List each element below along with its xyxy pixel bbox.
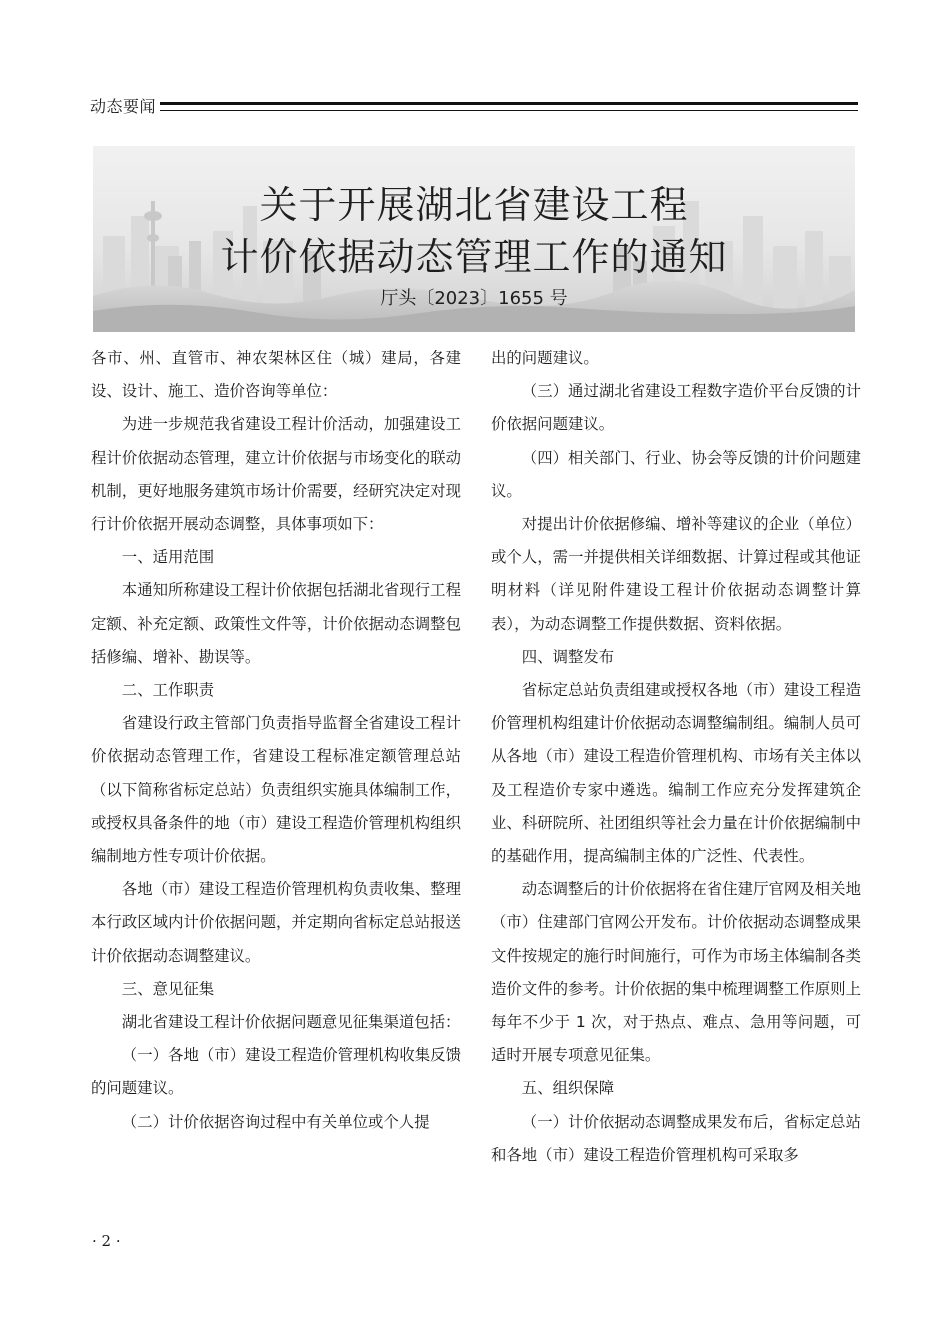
feedback-requirements: 对提出计价依据修编、增补等建议的企业（单位）或个人，需一并提供相关详细数据、计算过程或其他证明材料（详见附件建设工程计价依据动态调整计算表），为动态调整工作提供数据、资料依据。 bbox=[491, 515, 861, 633]
left-column bbox=[91, 342, 461, 1139]
feedback-item-1: （一）各地（市）建设工程造价管理机构收集反馈的问题建议。 bbox=[91, 1046, 461, 1098]
heading-scope: 一、适用范围 bbox=[121, 548, 215, 567]
intro-paragraph: 为进一步规范我省建设工程计价活动，加强建设工程计价依据动态管理，建立计价依据与市场变化的联动机制，更好地服务建筑市场计价需要，经研究决定对现行计价依据开展动态调整，具体事项如下： bbox=[91, 415, 461, 534]
feedback-item-2-continued: 出的问题建议。 bbox=[491, 349, 599, 367]
feedback-intro: 湖北省建设工程计价依据问题意见征集渠道包括： bbox=[121, 1013, 461, 1032]
heading-publish: 四、调整发布 bbox=[521, 647, 615, 666]
heading-feedback: 三、意见征集 bbox=[121, 979, 215, 998]
document-number: 厅头〔2023〕1655 号 bbox=[380, 288, 568, 309]
duties-paragraph-1: 省建设行政主管部门负责指导监督全省建设工程计价依据动态管理工作，省建设工程标准定额管理总站（以下简称省标定总站）负责组织实施具体编制工作，或授权具备条件的地（市）建设工程造价管理机构组织编制地方性专项计价依据。 bbox=[91, 714, 461, 866]
feedback-item-2: （二）计价依据咨询过程中有关单位或个人提 bbox=[121, 1112, 430, 1131]
title-banner bbox=[93, 146, 855, 332]
organization-item-1: （一）计价依据动态调整成果发布后，省标定总站和各地（市）建设工程造价管理机构可采取多 bbox=[491, 1112, 861, 1164]
notice-title-line-1: 关于开展湖北省建设工程 bbox=[259, 183, 689, 227]
feedback-item-3: （三）通过湖北省建设工程数字造价平台反馈的计价依据问题建议。 bbox=[491, 382, 861, 434]
duties-paragraph-2: 各地（市）建设工程造价管理机构负责收集、整理本行政区域内计价依据问题，并定期向省标定总站报送计价依据动态调整建议。 bbox=[91, 880, 461, 965]
salutation: 各市、州、直管市、神农架林区住（城）建局，各建设、设计、施工、造价咨询等单位： bbox=[91, 349, 461, 401]
heading-duties: 二、工作职责 bbox=[121, 681, 215, 700]
scope-paragraph: 本通知所称建设工程计价依据包括湖北省现行工程定额、补充定额、政策性文件等，计价依据动态调整包括修编、增补、勘误等。 bbox=[91, 581, 461, 666]
feedback-item-4: （四）相关部门、行业、协会等反馈的计价问题建议。 bbox=[491, 448, 861, 500]
header-rule bbox=[160, 102, 858, 111]
notice-title-line-2: 计价依据动态管理工作的通知 bbox=[220, 235, 728, 279]
heading-organization: 五、组织保障 bbox=[521, 1079, 615, 1098]
page-number: · 2 · bbox=[92, 1232, 121, 1250]
section-header bbox=[90, 92, 858, 118]
section-label: 动态要闻 bbox=[90, 96, 157, 116]
publish-paragraph-1: 省标定总站负责组建或授权各地（市）建设工程造价管理机构组建计价依据动态调整编制组。编制人员可从各地（市）建设工程造价管理机构、市场有关主体以及工程造价专家中遴选。编制工作应充分发挥建筑企业、科研院所、社团组织等社会力量在计价依据编制中的基础作用，提高编制主体的广泛性、代表性。 bbox=[491, 681, 861, 866]
publish-paragraph-2: 动态调整后的计价依据将在省住建厅官网及相关地（市）住建部门官网公开发布。计价依据动态调整成果文件按规定的施行时间施行，可作为市场主体编制各类造价文件的参考。计价依据的集中梳理调整工作原则上每年不少于 1 次，对于热点、难点、急用等问题，可适时开展专项意见征集。 bbox=[491, 880, 861, 1065]
right-column bbox=[491, 342, 861, 1172]
